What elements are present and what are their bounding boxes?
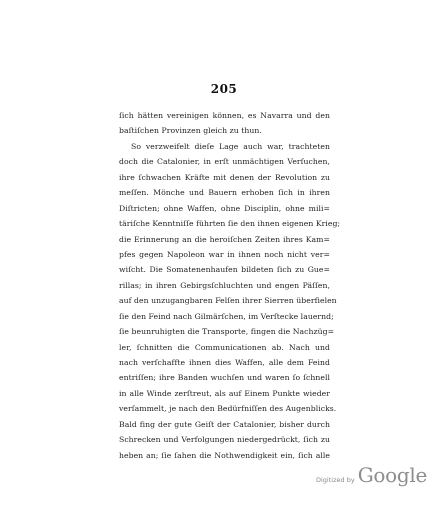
text-line: nach verſchaffte ihnen dies Waffen, alle dem Feind <box>119 358 330 367</box>
text-line: auf den unzugangbaren Felſen ihrer Sierren überfielen <box>119 296 337 306</box>
text-line: doch die Catalonier, in erſt unmächtigen Verſuchen, <box>119 157 330 167</box>
text-line: heben an; ſie ſahen die Nothwendigkeit ein, ſich alle <box>119 450 330 460</box>
text-line: entriſſen; ihre Banden wuchſen und waren ſo ſchnell <box>119 373 330 383</box>
text-line: ler, ſchnitten die Communicationen ab. Nach und <box>119 342 330 352</box>
page-number: 205 <box>210 82 238 96</box>
text-line: ſich hätten vereinigen können, es Navarra und den <box>119 111 330 120</box>
watermark-prefix: Digitized by <box>316 476 355 484</box>
text-line: Bald fing der gute Geiſt der Catalonier, bisher durch <box>119 419 330 429</box>
text-line: meſſen. Mönche und Bauern erhoben ſich in ihren <box>119 188 330 198</box>
google-logo: Google <box>357 463 427 487</box>
text-line: Diſtricten; ohne Waffen, ohne Disciplin, ohne mili= <box>119 203 330 213</box>
text-line: wiſcht. Die Somatenenhaufen bildeten ſich zu Gue= <box>119 265 330 275</box>
text-line: rillas; in ihren Gebirgsſchluchten und engen Päſſen, <box>119 280 330 290</box>
text-line: ſie den Feind nach Gilmärſchen, im Verſtecke lauernd; <box>119 311 334 321</box>
text-line: So verzweifelt dieſe Lage auch war, trachteten <box>131 141 330 151</box>
text-line: die Erinnerung an die heroiſchen Zeiten ihres Kam= <box>119 234 330 244</box>
text-line: ihre ſchwachen Kräfte mit denen der Revolution zu <box>119 172 330 182</box>
text-line: Schrecken und Verfolgungen niedergedrückt, ſich zu <box>119 435 330 445</box>
text-line: in alle Winde zerſtreut, als auf Einem Punkte wieder <box>119 388 330 398</box>
body-text <box>119 108 341 463</box>
text-line: verſammelt, je nach den Bedürfniſſen des Augenblicks. <box>119 404 337 414</box>
text-line: baſtiſchen Provinzen gleich zu thun. <box>119 126 262 136</box>
text-line: ſie beunruhigten die Transporte, fingen die Nachzüg= <box>119 327 335 337</box>
text-line: pfes gegen Napoleon war in ihnen noch nicht ver= <box>119 249 330 259</box>
text-line: täriſche Kenntniſſe führten ſie den ihnen eigenen Krieg; <box>119 219 341 229</box>
google-digitized-watermark <box>316 463 427 487</box>
